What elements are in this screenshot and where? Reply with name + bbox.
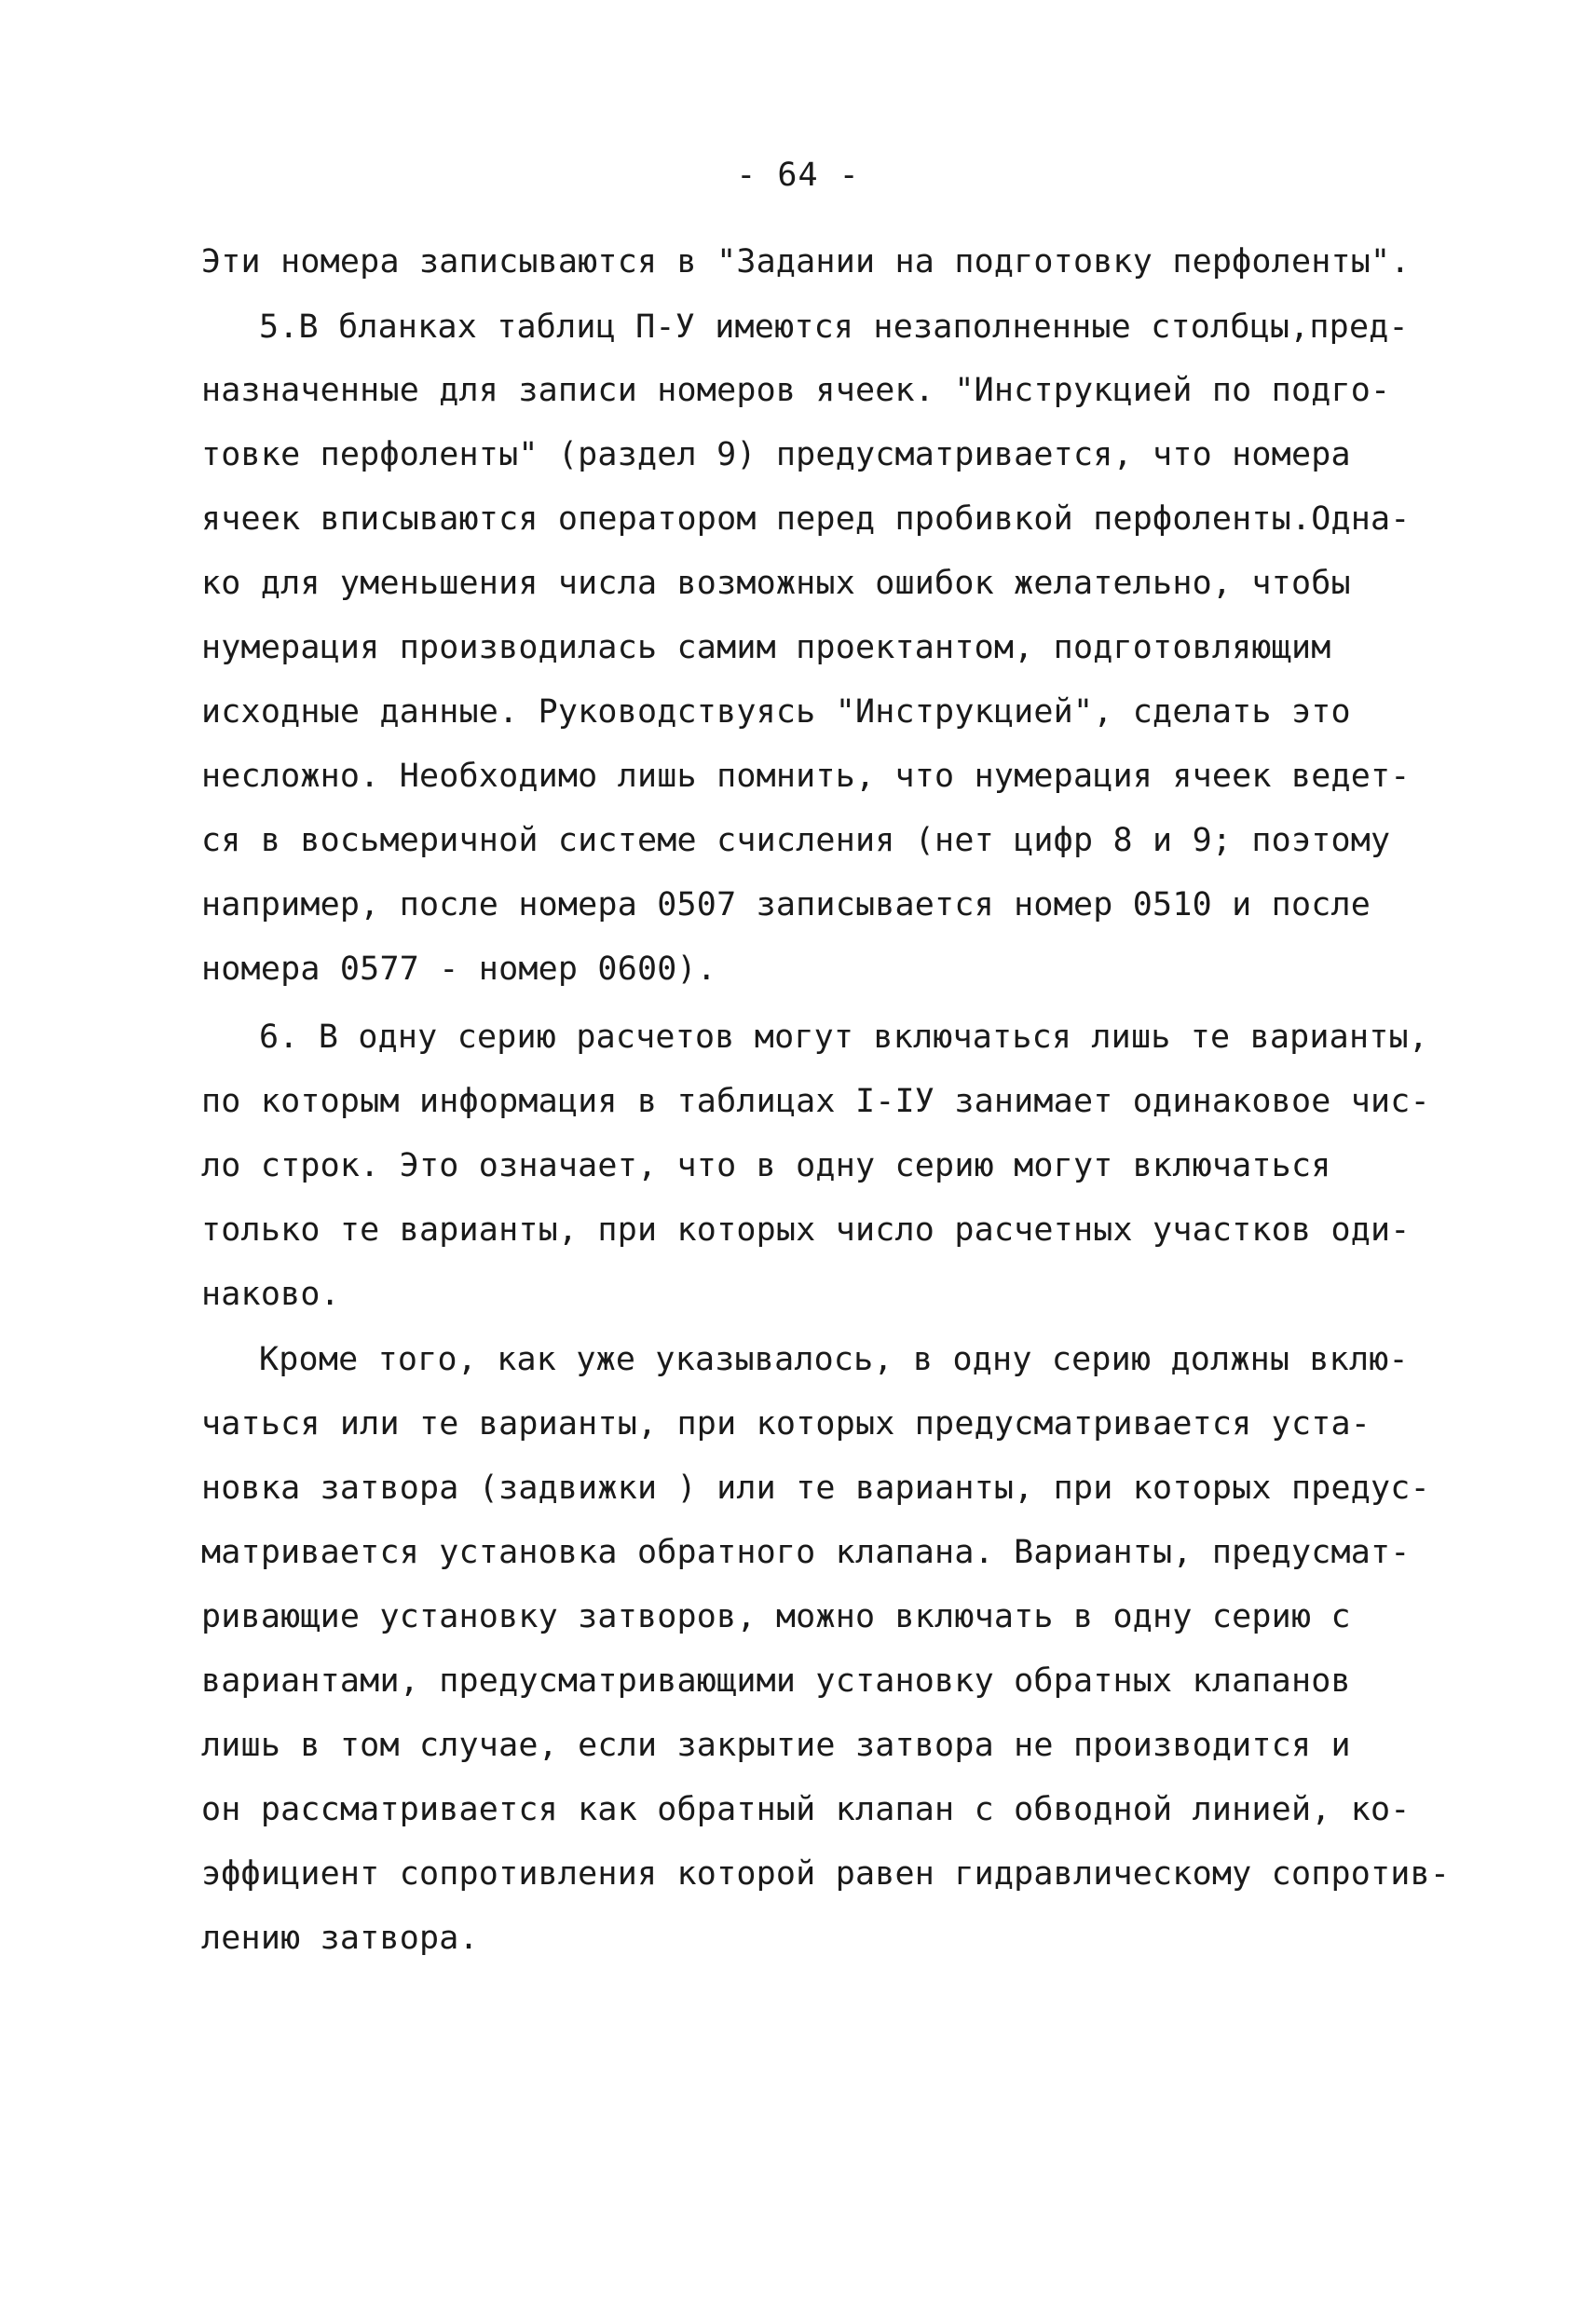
text-line: номера 0577 - номер 0600).: [201, 950, 717, 988]
text-line: например, после номера 0507 записывается номер 0510 и после: [201, 886, 1371, 923]
text-line: товке перфоленты" (раздел 9) предусматривается, что номера: [201, 436, 1351, 473]
text-line: ло строк. Это означает, что в одну серию могут включаться: [201, 1147, 1331, 1184]
paragraph-6-start: 6. В одну серию расчетов могут включаться лишь те варианты,: [259, 1019, 1429, 1056]
text-line: лению затвора.: [201, 1920, 479, 1957]
page-number: - 64 -: [736, 157, 860, 194]
text-line: эффициент сопротивления которой равен гидравлическому сопротив-: [201, 1855, 1451, 1893]
text-line: только те варианты, при которых число расчетных участков оди-: [201, 1211, 1411, 1249]
text-line: вариантами, предусматривающими установку обратных клапанов: [201, 1662, 1351, 1700]
text-line: Эти номера записываются в "Задании на подготовку перфоленты".: [201, 243, 1411, 280]
text-line: новка затвора (задвижки ) или те варианты, при которых предус-: [201, 1470, 1430, 1507]
paragraph-5-start: 5.В бланках таблиц П-У имеются незаполненные столбцы,пред-: [259, 308, 1409, 346]
text-line: ривающие установку затворов, можно включать в одну серию с: [201, 1598, 1351, 1635]
text-line: наково.: [201, 1276, 340, 1313]
paragraph-start: Кроме того, как уже указывалось, в одну серию должны вклю-: [259, 1341, 1409, 1378]
text-line: ячеек вписываются оператором перед пробивкой перфоленты.Одна-: [201, 500, 1411, 538]
text-line: исходные данные. Руководствуясь "Инструкцией", сделать это: [201, 693, 1351, 731]
text-line: лишь в том случае, если закрытие затвора не производится и: [201, 1727, 1351, 1764]
text-line: несложно. Необходимо лишь помнить, что нумерация ячеек ведет-: [201, 758, 1411, 795]
text-line: чаться или те варианты, при которых предусматривается уста-: [201, 1405, 1371, 1443]
text-line: по которым информация в таблицах I-IУ занимает одинаковое чис-: [201, 1083, 1430, 1120]
text-line: назначенные для записи номеров ячеек. "Инструкцией по подго-: [201, 372, 1391, 409]
text-line: он рассматривается как обратный клапан с обводной линией, ко-: [201, 1791, 1411, 1828]
text-line: нумерация производилась самим проектантом, подготовляющим: [201, 629, 1331, 666]
text-line: матривается установка обратного клапана. Варианты, предусмат-: [201, 1534, 1411, 1571]
text-line: ся в восьмеричной системе счисления (нет цифр 8 и 9; поэтому: [201, 822, 1391, 859]
text-line: ко для уменьшения числа возможных ошибок желательно, чтобы: [201, 565, 1351, 602]
